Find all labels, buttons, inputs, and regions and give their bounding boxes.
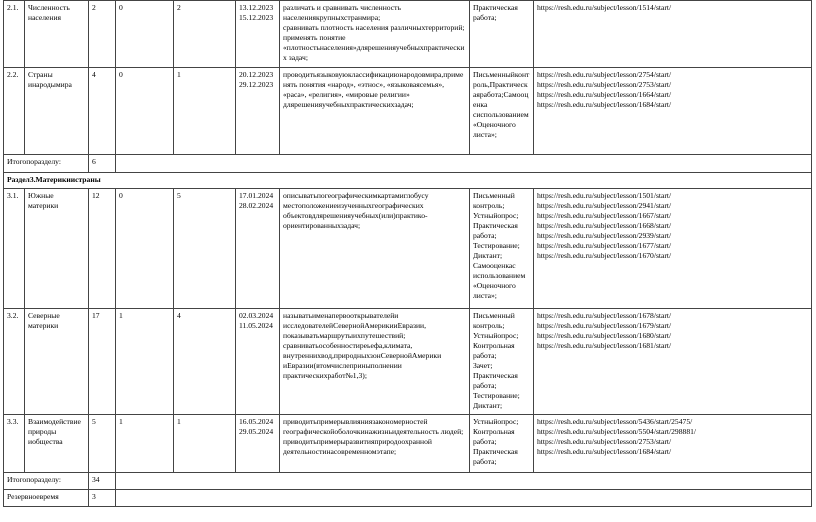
hours-practical: 2 [174,1,236,68]
topic-name: Южные материки [25,189,89,309]
hours-total: 12 [89,189,116,309]
hours-control: 0 [116,68,174,155]
study-dates: 13.12.2023 15.12.2023 [236,1,280,68]
control-forms: Письменныйконтроль,Практическаяработа;Самооценка сиспользованием «Оценочного листа»; [470,68,534,155]
row-number: 3.2. [4,309,25,415]
activities: приводитьпримерывлияниязакономерностей географическойоболочкинажизньидеятельность людей; приводитьпримерыразвитияприродоохранной деятельностинасовременномэтапе; [280,415,470,473]
activities: проводитьязыковуюклассификациюнародовмира,применять понятия «народ», «этнос», «языковаясемья», «раса», «религия», «мировые религии» длярешенияучебныхпрактическихзадач; [280,68,470,155]
subtotal-row [4,155,812,173]
resource-links[interactable]: https://resh.edu.ru/subject/lesson/1678/start/ https://resh.edu.ru/subject/lesson/1679/start/ https://resh.edu.ru/subject/lesson/1680/start/ https://resh.edu.ru/subject/lesson/1681/start/ [534,309,812,415]
topic-name: Северные материки [25,309,89,415]
resource-links[interactable]: https://resh.edu.ru/subject/lesson/1514/start/ [534,1,812,68]
activities: различать и сравнивать численность населениякрупныхстранмира; сравнивать плотность населения различныхтерриторий; применять понятие «плотностьнаселения»длярешенияучебныхпрактических задач; [280,1,470,68]
subtotal-empty [116,473,812,490]
subtotal-label: Итогопоразделу: [4,155,89,173]
hours-total: 5 [89,415,116,473]
reserve-empty [116,490,812,507]
hours-control: 0 [116,189,174,309]
topic-name: Взаимодействие природы иобщества [25,415,89,473]
row-number: 2.2. [4,68,25,155]
topic-name: Численность населения [25,1,89,68]
hours-practical: 5 [174,189,236,309]
subtotal-row [4,473,812,490]
curriculum-table [3,0,812,507]
subtotal-value: 6 [89,155,116,173]
study-dates: 17.01.2024 28.02.2024 [236,189,280,309]
table-row [4,189,812,309]
resource-links[interactable]: https://resh.edu.ru/subject/lesson/5436/start/25475/ https://resh.edu.ru/subject/lesson/5504/start/298881/ https://resh.edu.ru/subject/lesson/2753/start/ https://resh.edu.ru/subject/lesson/1684/start/ [534,415,812,473]
control-forms: Устныйопрос; Контрольная работа; Практическая работа; [470,415,534,473]
resource-links[interactable]: https://resh.edu.ru/subject/lesson/2754/start/ https://resh.edu.ru/subject/lesson/2753/start/ https://resh.edu.ru/subject/lesson/1664/start/ https://resh.edu.ru/subject/lesson/1684/start/ [534,68,812,155]
row-number: 2.1. [4,1,25,68]
table-row [4,1,812,68]
subtotal-empty [116,155,812,173]
table-row [4,415,812,473]
row-number: 3.1. [4,189,25,309]
control-forms: Письменный контроль; Устныйопрос; Практическая работа; Тестирование; Диктант; Самооценкас использованием «Оценочного листа»; [470,189,534,309]
subtotal-label: Итогопоразделу: [4,473,89,490]
hours-total: 2 [89,1,116,68]
row-number: 3.3. [4,415,25,473]
subtotal-value: 34 [89,473,116,490]
table-row [4,309,812,415]
study-dates: 02.03.2024 11.05.2024 [236,309,280,415]
section-header-row [4,173,812,189]
study-dates: 16.05.2024 29.05.2024 [236,415,280,473]
hours-practical: 1 [174,415,236,473]
activities: называтьименапервооткрывателейи исследователейСевернойАмерикииЕвразии, показыватьмаршрутыихпутешествий; сравниватьособенностиреьефа,климата, внутреннихвод,природныхзонСевернойАмерики иЕвразии(втомчислеприныполнении практическихработ№1,3); [280,309,470,415]
study-dates: 20.12.2023 29.12.2023 [236,68,280,155]
hours-practical: 4 [174,309,236,415]
hours-control: 1 [116,309,174,415]
topic-name: Страны инародымира [25,68,89,155]
hours-practical: 1 [174,68,236,155]
hours-control: 0 [116,1,174,68]
reserve-label: Резервноевремя [4,490,89,507]
activities: описыватьпогеографическимкартамиглобусу местоположениеизученныхгеографических объектовдлярешенияучебных(или)практико-ориентированныхзадач; [280,189,470,309]
resource-links[interactable]: https://resh.edu.ru/subject/lesson/1501/start/ https://resh.edu.ru/subject/lesson/2941/start/ https://resh.edu.ru/subject/lesson/1667/start/ https://resh.edu.ru/subject/lesson/1668/start/ https://resh.edu.ru/subject/lesson/2939/start/ https://resh.edu.ru/subject/lesson/1677/start/ https://resh.edu.ru/subject/lesson/1670/start/ [534,189,812,309]
control-forms: Практическая работа; [470,1,534,68]
hours-total: 17 [89,309,116,415]
hours-control: 1 [116,415,174,473]
control-forms: Письменный контроль; Устныйопрос; Контрольная работа; Зачет; Практическая работа; Тестирование; Диктант; [470,309,534,415]
hours-total: 4 [89,68,116,155]
reserve-row [4,490,812,507]
section-title: Раздел3.Материкиистраны [4,173,812,189]
table-row [4,68,812,155]
reserve-value: 3 [89,490,116,507]
